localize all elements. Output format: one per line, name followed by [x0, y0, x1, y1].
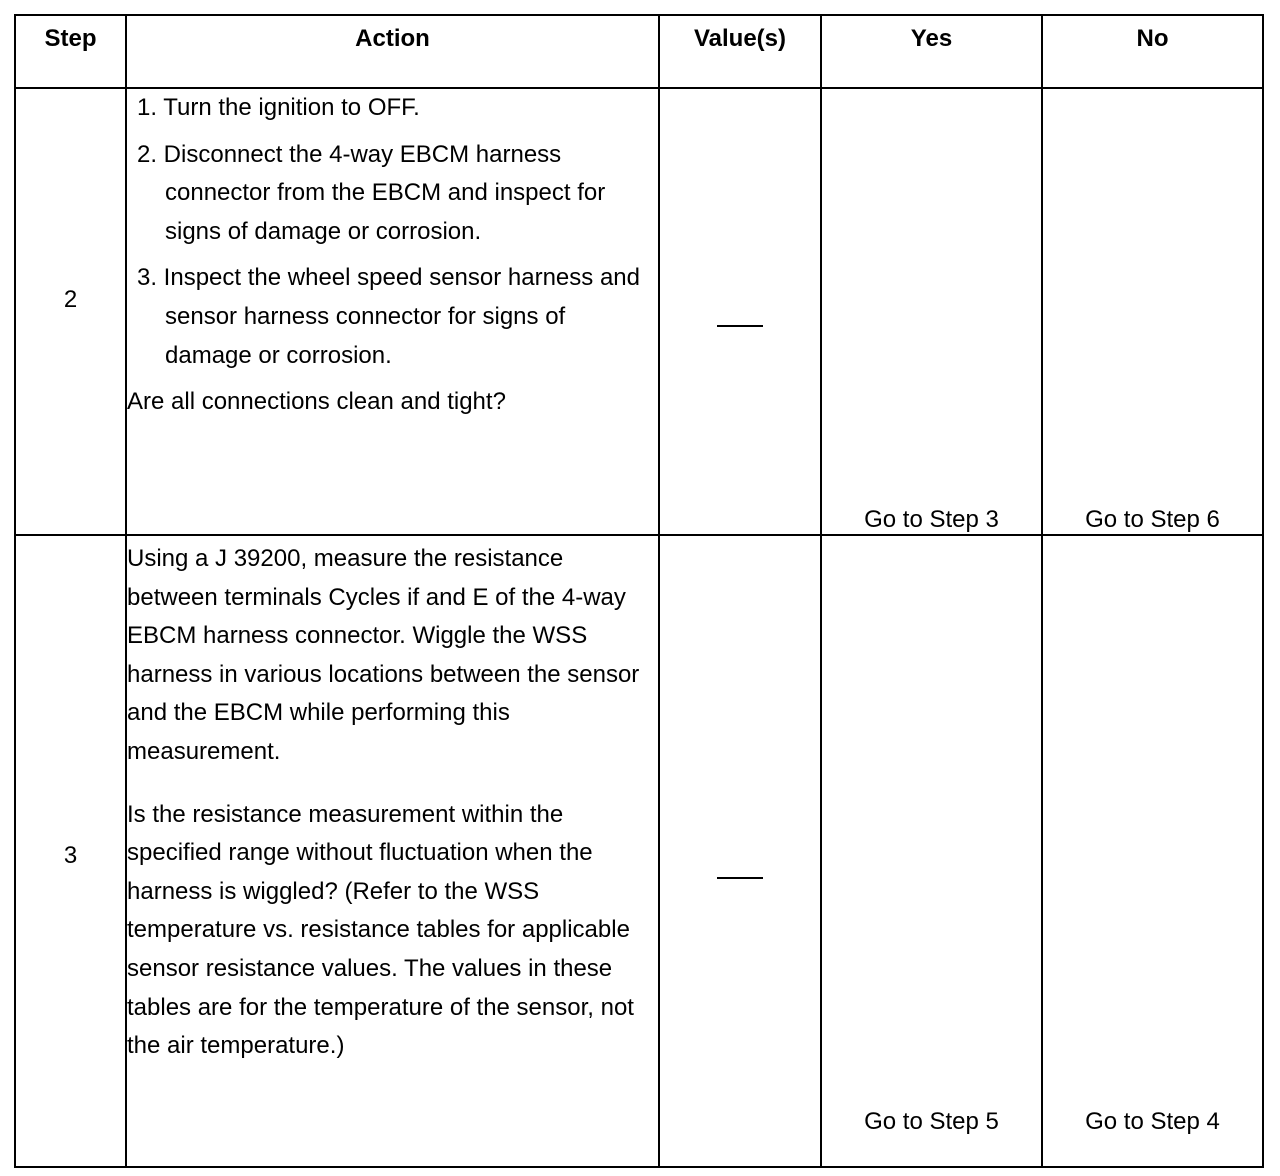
yes-cell: Go to Step 3: [821, 88, 1042, 535]
action-item-3: 3. Inspect the wheel speed sensor harness and sensor harness connector for signs of damage or corrosion.: [137, 264, 640, 369]
header-yes: Yes: [821, 15, 1042, 88]
action-item-1: 1. Turn the ignition to OFF.: [137, 94, 420, 121]
step-number-cell: [15, 88, 126, 535]
no-cell: Go to Step 4: [1042, 535, 1263, 1167]
step-number: 2: [63, 285, 78, 313]
header-row: [15, 15, 1263, 88]
action-cell: [126, 535, 659, 1167]
step-number-cell: [15, 535, 126, 1167]
header-no: No: [1042, 15, 1263, 88]
yes-cell: Go to Step 5: [821, 535, 1042, 1167]
header-step: Step: [15, 15, 126, 88]
value-cell: [659, 88, 821, 535]
action-question: Are all connections clean and tight?: [127, 388, 506, 416]
table-row-step-3: [15, 535, 1263, 1167]
no-cell: Go to Step 6: [1042, 88, 1263, 535]
action-question: Is the resistance measurement within the specified range without fluctuation when the harness is wiggled? (Refer to the WSS temperature vs. resistance tables for applicable sensor resistance values. The values in these tables are for the temperature of the sensor, not the air temperature.): [127, 800, 634, 1060]
value-dash: [717, 325, 763, 327]
header-values: Value(s): [659, 15, 821, 88]
action-instruction: Using a J 39200, measure the resistance between terminals Cycles if and E of the 4-way EBCM harness connector. Wiggle the WSS harness in various locations between the sensor and the EBCM while performing this measurement.: [127, 545, 640, 765]
step-number: 3: [63, 842, 78, 869]
header-action: Action: [126, 15, 659, 88]
value-cell: [659, 535, 821, 1167]
diagnostic-table: [14, 14, 1264, 1168]
table-row-step-2: [15, 88, 1263, 535]
action-item-2: 2. Disconnect the 4-way EBCM harness connector from the EBCM and inspect for signs of damage or corrosion.: [137, 140, 606, 245]
action-cell: [126, 88, 659, 535]
value-dash: [717, 877, 763, 879]
